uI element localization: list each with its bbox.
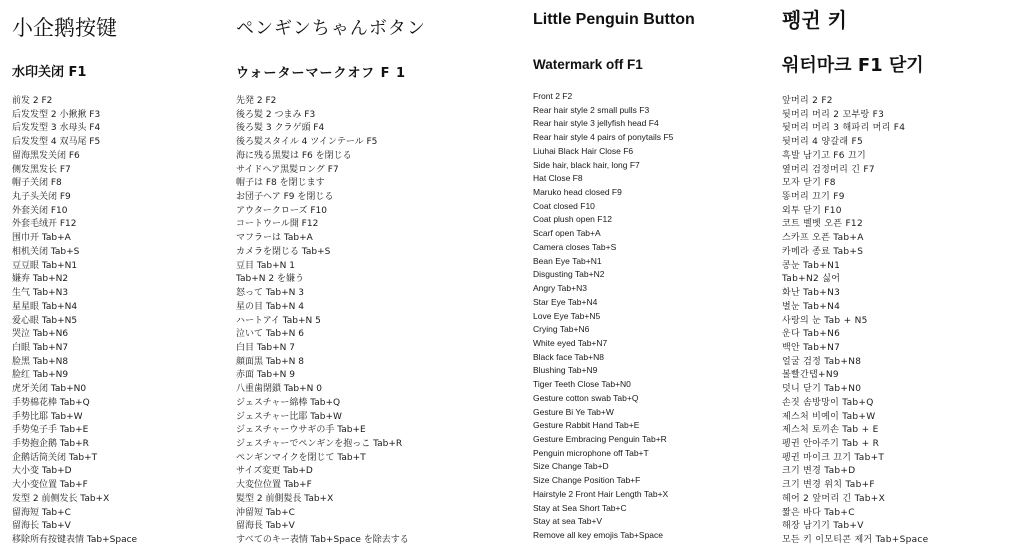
key-list-item: 크기 변경 위치 Tab+F [782,480,875,491]
key-list-item: 留海长 Tab+V [12,521,71,532]
key-list-item: 泣いて Tab+N 6 [236,329,304,340]
key-list-item: ペンギンマイクを閉じて Tab+T [236,452,366,463]
key-list-item: 뒷머리 4 양갈래 F5 [782,137,863,148]
key-list-item: 相机关闭 Tab+S [12,246,80,257]
key-list-item: 手势棉花棒 Tab+Q [12,397,90,408]
key-list-item: 덧니 닫기 Tab+N0 [782,384,862,395]
key-list-item: 모든 키 이모티콘 제거 Tab+Space [782,535,929,545]
key-list [12,95,137,548]
key-list-item: 后发发型 4 双马尾 F5 [12,137,101,148]
key-list-item: お団子ヘア F9 を閉じる [236,192,334,203]
key-list-item: 제스처 토끼손 Tab + E [782,425,879,436]
column-subtitle[interactable]: ウォーターマークオフ F 1 [236,66,407,81]
key-list-item: 볼빨간탭+N9 [782,370,839,381]
key-list-item: 手势兔子手 Tab+E [12,425,89,436]
key-list-item: 별눈 Tab+N4 [782,301,841,312]
key-list-item: Love Eye Tab+N5 [533,310,601,321]
key-list-item: 얼굴 검정 Tab+N8 [782,356,862,367]
key-list-item: 헤어 2 앞머리 긴 Tab+X [782,493,886,504]
key-list-item: 제스처 비예이 Tab+W [782,411,876,422]
key-list-item: 企鹅话筒关闭 Tab+T [12,452,98,463]
key-list-item: 白目 Tab+N 7 [236,342,295,353]
key-list-item: 大小变 Tab+D [12,466,72,477]
key-list-item: 흑발 남기고 F6 끄기 [782,150,866,161]
key-list-item: Black face Tab+N8 [533,351,604,362]
key-list-item: ジェスチャーでペンギンを抱っこ Tab+R [236,438,403,449]
key-list-item: コートウール開 F12 [236,219,319,230]
key-list-item: Liuhai Black Hair Close F6 [533,145,634,156]
key-list-item: Gesture Bi Ye Tab+W [533,406,614,417]
key-list-item: Rear hair style 2 small pulls F3 [533,104,650,115]
column-subtitle: Watermark off F1 [533,57,643,72]
key-list-item: 外套关闭 F10 [12,205,68,216]
column-korean [782,0,1020,555]
key-list-item: 똥머리 끄기 F9 [782,192,845,203]
key-list-item: Crying Tab+N6 [533,324,590,335]
key-list-item: Gesture cotton swab Tab+Q [533,392,639,403]
key-list-item: ジェスチャー綿棒 Tab+Q [236,397,341,408]
key-list-item: Tab+N 2 を嫌う [236,274,304,285]
key-list-item: Coat plush open F12 [533,214,612,225]
key-list-item: 星の目 Tab+N 4 [236,301,304,312]
column-title: 펭귄 키 [782,8,847,32]
key-list-item: 後ろ髪 3 クラゲ頭 F4 [236,123,325,134]
key-list-item: 后发发型 2 小揪揪 F3 [12,109,101,120]
key-list-item: Gesture Rabbit Hand Tab+E [533,420,640,431]
key-list-item: 펭귄 안아주기 Tab + R [782,438,880,449]
key-list-item: Maruko head closed F9 [533,187,622,198]
key-list-item: 手势比耶 Tab+W [12,411,83,422]
key-list-item: Gesture Embracing Penguin Tab+R [533,433,667,444]
key-list-item: 豆豆眼 Tab+N1 [12,260,78,271]
key-list-item: 脸红 Tab+N9 [12,370,69,381]
column-title: ペンギンちゃんボタン [236,18,426,39]
key-list-item: Side hair, black hair, long F7 [533,159,640,170]
key-list [782,95,929,548]
key-list-item: 後ろ髪スタイル 4 ツインテール F5 [236,137,378,148]
key-list-item: 顔面黒 Tab+N 8 [236,356,304,367]
key-list-item: Hairstyle 2 Front Hair Length Tab+X [533,488,669,499]
key-list-item: Disgusting Tab+N2 [533,269,605,280]
key-list-item: Size Change Tab+D [533,461,609,472]
key-list-item: 운다 Tab+N6 [782,329,841,340]
key-list-item: Remove all key emojis Tab+Space [533,530,664,540]
key-list-item: 帽子关闭 F8 [12,178,62,189]
key-list-item: Star Eye Tab+N4 [533,296,598,307]
key-list [236,95,409,548]
key-list-item: 帽子は F8 を閉じます [236,178,325,189]
key-list-item: ハートアイ Tab+N 5 [236,315,321,326]
key-list-item: 뒷머리 머리 2 꼬부랑 F3 [782,109,885,120]
key-list-item: Hat Close F8 [533,173,583,184]
key-list-item: ジェスチャー比耶 Tab+W [236,411,342,422]
key-list-item: 海に残る黒髪は F6 を閉じる [236,150,352,161]
key-list-item: 뒷머리 머리 3 해파리 머리 F4 [782,123,906,134]
key-list-item: 移除所有按键表情 Tab+Space [12,535,138,545]
key-list-item: 怒って Tab+N 3 [236,288,304,299]
key-list-item: すべてのキー表情 Tab+Space を除去する [236,535,409,545]
key-list-item: 카메라 종료 Tab+S [782,246,864,257]
key-list-item: 赤面 Tab+N 9 [236,370,295,381]
key-list-item: 先発 2 F2 [236,96,277,106]
key-list-item: 白眼 Tab+N7 [12,342,69,353]
key-list-item: 사랑의 눈 Tab + N5 [782,315,868,326]
key-list-item: 发型 2 前侧发长 Tab+X [12,493,110,504]
key-list-item: 围巾开 Tab+A [12,233,71,244]
key-list-item: 코트 벨벳 오픈 F12 [782,219,863,230]
key-list-item: 옆머리 검정머리 긴 F7 [782,164,875,175]
key-list-item: 侧发黑发长 F7 [12,164,71,175]
key-list-item: Camera closes Tab+S [533,241,617,252]
key-list-item: Tab+N2 싫어 [782,274,841,285]
key-list-item: 脸黑 Tab+N8 [12,356,69,367]
key-list-item: 髪型 2 前側髪長 Tab+X [236,493,334,504]
key-list-item: Penguin microphone off Tab+T [533,447,649,458]
key-list-item: 모자 닫기 F8 [782,178,836,189]
key-list-item: White eyed Tab+N7 [533,337,608,348]
key-list-item: 펭귄 마이크 끄기 Tab+T [782,452,885,463]
key-list-item: 丸子头关闭 F9 [12,192,71,203]
key-list-item: 前发 2 F2 [12,96,53,106]
key-list-item: Stay at Sea Short Tab+C [533,502,627,513]
column-title: 小企鹅按键 [12,16,117,40]
key-list-item: 豆目 Tab+N 1 [236,260,295,271]
key-list-item: 生气 Tab+N3 [12,288,69,299]
key-list-item: 짧은 바다 Tab+C [782,507,855,518]
key-list-item: 虎牙关闭 Tab+N0 [12,384,87,395]
key-list-item: 手势抱企鹅 Tab+R [12,438,89,449]
column-title: Little Penguin Button [533,11,695,28]
key-list-item: Scarf open Tab+A [533,228,601,239]
key-list-item: サイズ変更 Tab+D [236,466,313,477]
key-list-item: 爱心眼 Tab+N5 [12,315,78,326]
key-list-item: 크기 변경 Tab+D [782,466,856,477]
key-list-item: Size Change Position Tab+F [533,475,641,486]
key-list-item: Coat closed F10 [533,200,595,211]
key-list-item: サイドヘア黒髪ロング F7 [236,164,339,175]
key-list-item: Front 2 F2 [533,91,573,101]
column-english [533,0,773,555]
key-list-item: 콩눈 Tab+N1 [782,260,841,271]
key-list-item: 스카프 오픈 Tab+A [782,233,864,244]
key-list-item: 大小变位置 Tab+F [12,480,88,491]
key-list-item: 八重歯閉鎖 Tab+N 0 [236,384,322,395]
key-list-item: 後ろ髪 2 つまみ F3 [236,109,316,120]
key-list-item: 留海黑发关闭 F6 [12,150,80,161]
key-list-item: 嫌弃 Tab+N2 [12,274,69,285]
key-list-item: Blushing Tab+N9 [533,365,598,376]
column-subtitle: 워터마크 F1 닫기 [782,55,924,76]
key-list-item: 외투 닫기 F10 [782,205,842,216]
key-list-item: Angry Tab+N3 [533,283,587,294]
key-list-item: 화난 Tab+N3 [782,288,841,299]
key-list-item: 星星眼 Tab+N4 [12,301,78,312]
column-subtitle: 水印关闭 F1 [12,65,87,80]
key-list-item: Rear hair style 3 jellyfish head F4 [533,118,659,129]
key-list-item: Rear hair style 4 pairs of ponytails F5 [533,132,674,143]
key-list-item: ジェスチャーウサギの手 Tab+E [236,425,366,436]
key-list [533,90,673,543]
key-list-item: Bean Eye Tab+N1 [533,255,602,266]
key-list-item: 앞머리 2 F2 [782,96,833,106]
key-list-item: 沖留短 Tab+C [236,507,295,518]
column-japanese [236,0,526,555]
key-list-item: 해장 남기기 Tab+V [782,521,864,532]
key-list-item: 外套毛绒开 F12 [12,219,77,230]
key-list-item: 大変位位置 Tab+F [236,480,312,491]
key-list-item: 留海長 Tab+V [236,521,295,532]
key-list-item: 哭泣 Tab+N6 [12,329,69,340]
key-list-item: 백안 Tab+N7 [782,342,841,353]
key-list-item: Tiger Teeth Close Tab+N0 [533,379,631,390]
column-chinese [12,0,227,555]
key-list-item: アウタークローズ F10 [236,205,327,216]
key-list-item: 留海短 Tab+C [12,507,71,518]
key-list-item: Stay at sea Tab+V [533,516,603,527]
key-list-item: カメラを閉じる Tab+S [236,246,331,257]
key-list-item: 后发发型 3 水母头 F4 [12,123,101,134]
key-list-item: マフラーは Tab+A [236,233,313,244]
key-list-item: 손짓 솜방망이 Tab+Q [782,397,874,408]
